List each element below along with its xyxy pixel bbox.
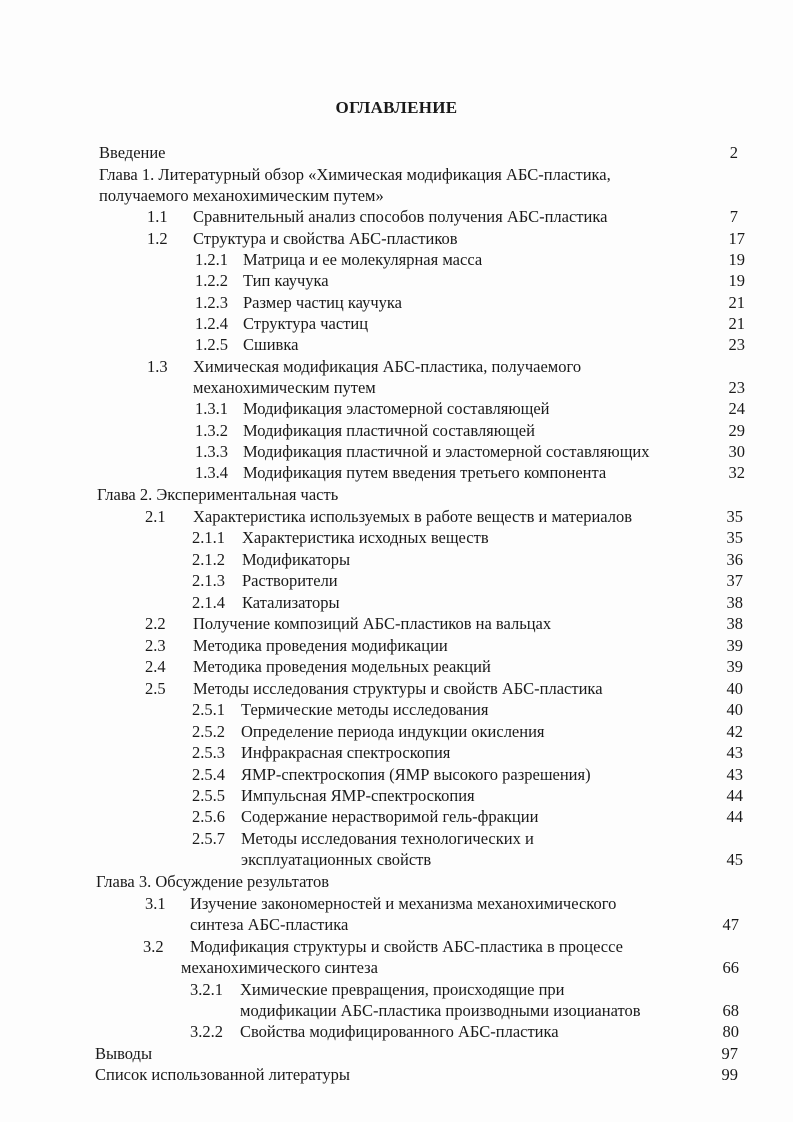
- toc-text: Введение: [99, 143, 166, 162]
- toc-entry-text: [241, 828, 534, 849]
- toc-text: Матрица и ее молекулярная масса: [243, 250, 483, 269]
- toc-number: 2.1.2: [192, 550, 225, 569]
- toc-number: 2.5.1: [192, 700, 225, 719]
- toc-entry-text: [193, 228, 458, 249]
- toc-page: 39: [726, 657, 743, 676]
- toc-page: 24: [728, 399, 745, 418]
- toc-entry-text: [241, 699, 488, 720]
- toc-number: 2.5.6: [192, 807, 225, 826]
- toc-number: 2.4: [145, 657, 166, 676]
- page-title: ОГЛАВЛЕНИЕ: [335, 98, 458, 117]
- toc-entry-text-cont: [241, 849, 431, 870]
- toc-entry-text: [241, 721, 545, 742]
- toc-text: Химическая модификация АБС-пластика, получаемого: [193, 357, 582, 376]
- toc-chapter: [96, 871, 329, 892]
- toc-entry-text-cont: [190, 914, 348, 935]
- toc-entry-text: [240, 979, 565, 1000]
- toc-text: модификации АБС-пластика производными изоцианатов: [240, 1001, 641, 1020]
- toc-text: Получение композиций АБС-пластиков на вальцах: [193, 614, 552, 633]
- toc-entry: [192, 570, 225, 591]
- toc-page: 44: [726, 786, 743, 805]
- toc-number: 1.3.2: [195, 421, 228, 440]
- toc-entry-text: [243, 441, 649, 462]
- toc-number: 1.3.4: [195, 463, 228, 482]
- toc-entry: [192, 785, 225, 806]
- toc-entry: [95, 1064, 350, 1085]
- toc-entry-text: [243, 334, 298, 355]
- toc-text: Химические превращения, происходящие при: [240, 980, 565, 999]
- toc-entry-text-cont: [181, 957, 378, 978]
- toc-number: 1.3.3: [195, 442, 228, 461]
- toc-entry: [145, 893, 166, 914]
- toc-entry-text: [241, 764, 591, 785]
- toc-entry-text: [242, 570, 338, 591]
- toc-text: Характеристика исходных веществ: [242, 528, 489, 547]
- toc-entry: [143, 936, 164, 957]
- toc-entry: [147, 228, 168, 249]
- toc-text: Глава 3. Обсуждение результатов: [96, 872, 329, 891]
- toc-text: Тип каучука: [243, 271, 329, 290]
- toc-page: 39: [726, 636, 743, 655]
- toc-page: 29: [728, 421, 745, 440]
- toc-entry-text: [193, 356, 581, 377]
- toc-chapter: [97, 484, 338, 505]
- toc-entry: [192, 699, 225, 720]
- toc-page: 42: [726, 722, 743, 741]
- toc-page: 43: [726, 743, 743, 762]
- toc-text: Свойства модифицированного АБС-пластика: [240, 1022, 559, 1041]
- toc-page: 30: [728, 442, 745, 461]
- toc-number: 3.2.2: [190, 1022, 223, 1041]
- toc-number: 1.2.3: [195, 293, 228, 312]
- toc-text: Модификация структуры и свойств АБС-пластика в процессе: [190, 937, 623, 956]
- toc-number: 2.1: [145, 507, 166, 526]
- toc-entry-text: [242, 592, 340, 613]
- toc-number: 1.2.2: [195, 271, 228, 290]
- toc-number: 1.2.1: [195, 250, 228, 269]
- toc-text: Глава 1. Литературный обзор «Химическая модификация АБС-пластика,: [99, 165, 611, 184]
- toc-entry-text: [243, 292, 402, 313]
- toc-chapter: [99, 164, 611, 185]
- toc-entry: [192, 592, 225, 613]
- toc-number: 2.1.3: [192, 571, 225, 590]
- toc-number: 1.2.4: [195, 314, 228, 333]
- toc-text: Термические методы исследования: [241, 700, 489, 719]
- toc-number: 3.2: [143, 937, 164, 956]
- toc-entry: [99, 142, 166, 163]
- toc-page: 2: [729, 143, 738, 162]
- toc-page: 19: [728, 271, 745, 290]
- toc-entry: [147, 206, 168, 227]
- toc-page: 44: [726, 807, 743, 826]
- toc-page: 23: [728, 335, 745, 354]
- toc-text: Растворители: [242, 571, 338, 590]
- toc-page: 40: [726, 679, 743, 698]
- toc-page: 7: [729, 207, 738, 226]
- toc-number: 3.2.1: [190, 980, 223, 999]
- toc-number: 2.5.3: [192, 743, 225, 762]
- toc-page: 97: [721, 1044, 738, 1063]
- toc-text: Инфракрасная спектроскопия: [241, 743, 451, 762]
- toc-number: 2.5.5: [192, 786, 225, 805]
- toc-number: 3.1: [145, 894, 166, 913]
- toc-entry: [95, 1043, 152, 1064]
- toc-entry: [192, 806, 225, 827]
- toc-number: 1.2: [147, 229, 168, 248]
- toc-page: 38: [726, 614, 743, 633]
- toc-entry-text: [193, 635, 448, 656]
- toc-entry: [192, 742, 225, 763]
- toc-entry-text: [193, 506, 632, 527]
- toc-page: 17: [728, 229, 745, 248]
- toc-page: 32: [728, 463, 745, 482]
- toc-entry: [195, 270, 228, 291]
- toc-page: 23: [728, 378, 745, 397]
- toc-entry-text: [190, 936, 623, 957]
- toc-text: Методы исследования технологических и: [241, 829, 534, 848]
- toc-text: Модификация эластомерной составляющей: [243, 399, 550, 418]
- toc-entry: [147, 356, 168, 377]
- toc-entry: [192, 828, 225, 849]
- toc-entry: [192, 527, 225, 548]
- toc-entry: [195, 334, 228, 355]
- toc-chapter-cont: [99, 185, 384, 206]
- toc-page: 36: [726, 550, 743, 569]
- toc-entry-text: [243, 398, 550, 419]
- toc-entry: [145, 635, 166, 656]
- toc-page: 38: [726, 593, 743, 612]
- toc-number: 1.2.5: [195, 335, 228, 354]
- toc-entry: [195, 462, 228, 483]
- toc-entry-text: [193, 206, 607, 227]
- toc-text: Модификация пластичной составляющей: [243, 421, 535, 440]
- toc-entry-text: [240, 1021, 559, 1042]
- toc-text: Выводы: [95, 1044, 153, 1063]
- toc-number: 2.5.7: [192, 829, 225, 848]
- toc-text: получаемого механохимическим путем»: [99, 186, 384, 205]
- toc-text: ЯМР-спектроскопия (ЯМР высокого разрешения): [241, 765, 591, 784]
- toc-number: 1.3: [147, 357, 168, 376]
- toc-number: 1.3.1: [195, 399, 228, 418]
- toc-entry-text: [243, 420, 535, 441]
- toc-text: Модификаторы: [242, 550, 351, 569]
- toc-text: Характеристика используемых в работе веществ и материалов: [193, 507, 633, 526]
- toc-page: 45: [726, 850, 743, 869]
- toc-page: 66: [722, 958, 739, 977]
- toc-page: 99: [721, 1065, 738, 1084]
- toc-page: 40: [726, 700, 743, 719]
- toc-entry: [190, 979, 223, 1000]
- toc-text: Модификация путем введения третьего компонента: [243, 463, 607, 482]
- toc-entry-text: [193, 613, 551, 634]
- toc-text: Катализаторы: [242, 593, 340, 612]
- toc-page: 68: [722, 1001, 739, 1020]
- toc-text: Структура частиц: [243, 314, 369, 333]
- toc-entry: [190, 1021, 223, 1042]
- toc-text: Размер частиц каучука: [243, 293, 403, 312]
- toc-entry: [192, 764, 225, 785]
- toc-entry: [195, 398, 228, 419]
- toc-text: синтеза АБС-пластика: [190, 915, 349, 934]
- toc-number: 2.5.4: [192, 765, 225, 784]
- toc-text: эксплуатационных свойств: [241, 850, 432, 869]
- toc-number: 1.1: [147, 207, 168, 226]
- toc-text: механохимическим путем: [193, 378, 376, 397]
- toc-entry-text: [243, 313, 368, 334]
- toc-text: Модификация пластичной и эластомерной составляющих: [243, 442, 650, 461]
- toc-entry: [195, 292, 228, 313]
- toc-text: Методика проведения модификации: [193, 636, 448, 655]
- toc-entry: [145, 613, 166, 634]
- toc-page: 47: [722, 915, 739, 934]
- toc-entry-text: [243, 270, 329, 291]
- toc-text: Список использованной литературы: [95, 1065, 350, 1084]
- toc-entry: [192, 549, 225, 570]
- toc-text: Изучение закономерностей и механизма механохимического: [190, 894, 617, 913]
- toc-number: 2.5: [145, 679, 166, 698]
- toc-number: 2.1.4: [192, 593, 225, 612]
- toc-page: 80: [722, 1022, 739, 1041]
- toc-entry-text: [241, 806, 538, 827]
- toc-entry-text-cont: [240, 1000, 641, 1021]
- toc-text: Импульсная ЯМР-спектроскопия: [241, 786, 475, 805]
- toc-page: 43: [726, 765, 743, 784]
- toc-text: Методы исследования структуры и свойств АБС-пластика: [193, 679, 603, 698]
- toc-entry-text: [193, 678, 603, 699]
- toc-text: Методика проведения модельных реакций: [193, 657, 491, 676]
- toc-entry-text-cont: [193, 377, 376, 398]
- toc-page: 21: [728, 293, 745, 312]
- toc-number: 2.5.2: [192, 722, 225, 741]
- toc-text: Глава 2. Экспериментальная часть: [97, 485, 339, 504]
- toc-page: 37: [726, 571, 743, 590]
- toc-number: 2.3: [145, 636, 166, 655]
- toc-entry-text: [193, 656, 491, 677]
- toc-entry-text: [242, 527, 489, 548]
- toc-entry: [195, 441, 228, 462]
- toc-page: 35: [726, 528, 743, 547]
- toc-entry-text: [242, 549, 350, 570]
- toc-text: Содержание нерастворимой гель-фракции: [241, 807, 539, 826]
- toc-entry-text: [241, 785, 475, 806]
- toc-entry: [192, 721, 225, 742]
- toc-entry-text: [243, 249, 482, 270]
- toc-number: 2.1.1: [192, 528, 225, 547]
- toc-entry-text: [241, 742, 450, 763]
- toc-text: механохимического синтеза: [181, 958, 379, 977]
- toc-entry-text: [190, 893, 616, 914]
- toc-text: Определение периода индукции окисления: [241, 722, 545, 741]
- toc-entry: [195, 249, 228, 270]
- toc-entry: [145, 678, 166, 699]
- toc-page: 19: [728, 250, 745, 269]
- toc-number: 2.2: [145, 614, 166, 633]
- toc-entry-text: [243, 462, 606, 483]
- toc-page: 21: [728, 314, 745, 333]
- toc-text: Структура и свойства АБС-пластиков: [193, 229, 458, 248]
- toc-text: Сравнительный анализ способов получения АБС-пластика: [193, 207, 608, 226]
- toc-page: 35: [726, 507, 743, 526]
- toc-text: Сшивка: [243, 335, 299, 354]
- toc-entry: [195, 420, 228, 441]
- toc-entry: [145, 656, 166, 677]
- toc-entry: [145, 506, 166, 527]
- toc-entry: [195, 313, 228, 334]
